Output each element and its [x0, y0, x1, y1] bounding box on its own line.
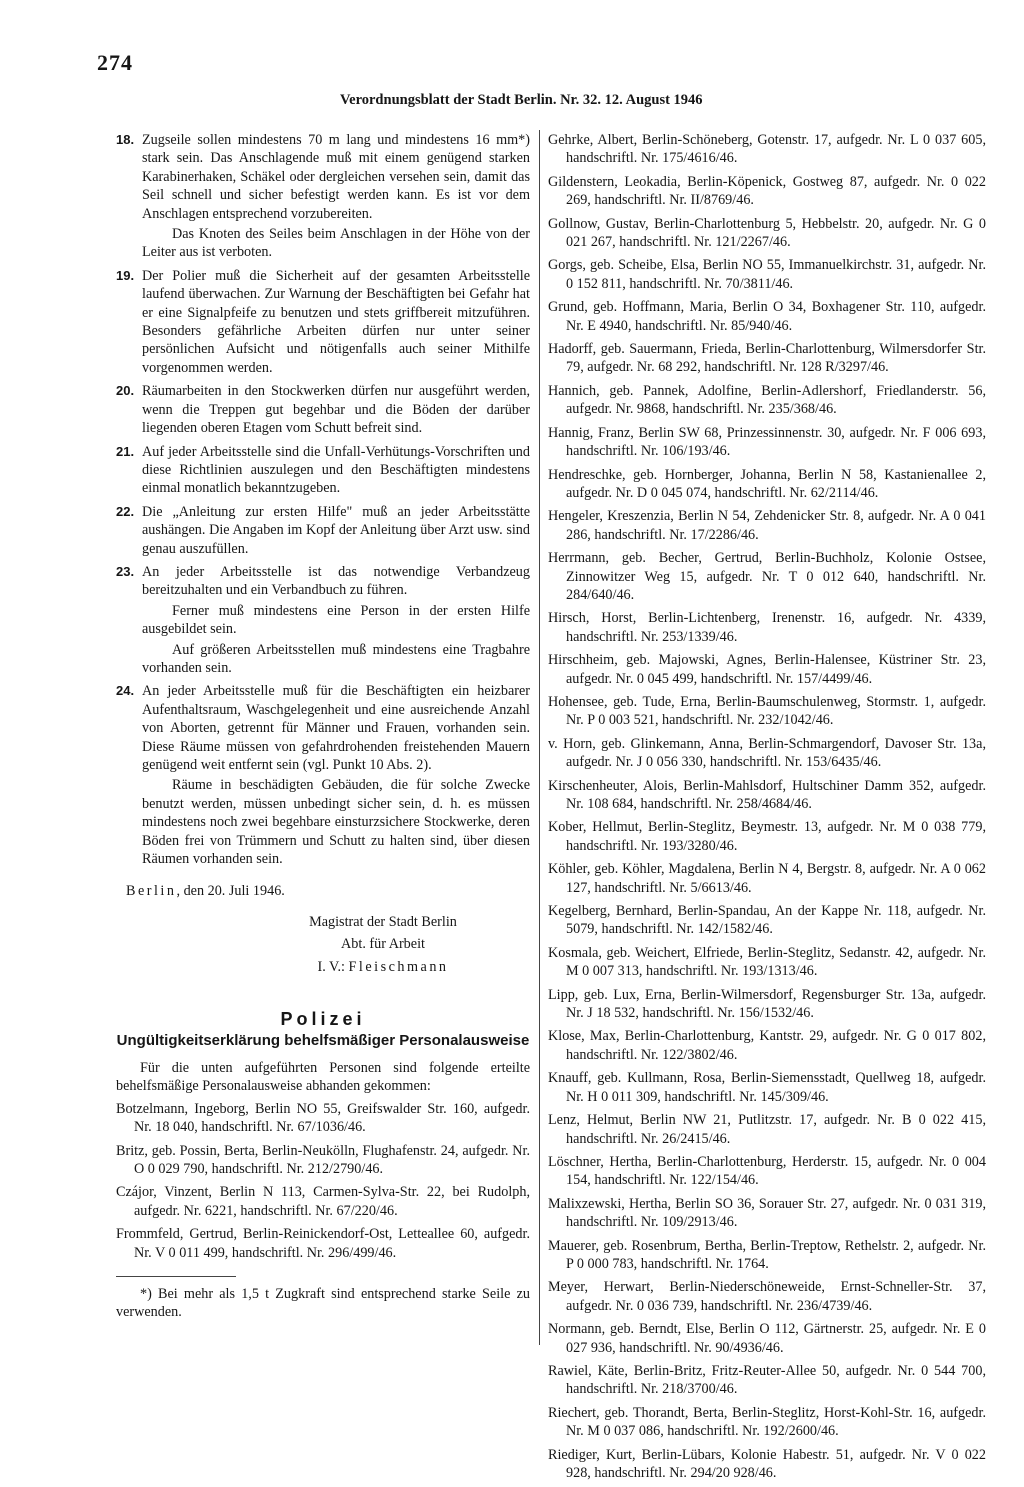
regulation-item	[116, 267, 530, 377]
signature-department: Abt. für Arbeit	[341, 936, 425, 953]
signature-block	[236, 913, 530, 976]
id-entries-left	[116, 1100, 530, 1262]
regulation-item	[116, 682, 530, 868]
item-paragraph: Zugseile sollen mindestens 70 m lang und mindestens 16 mm*) stark sein. Das Anschlagende muß mit einem genügend starken Karabinerhaken, Schäkel oder dergleichen versehen sein, damit das Seil schnell und sicher befestigt werden kann. Es ist vor dem Anschlagen entsprechend vorzubereiten.	[142, 132, 530, 222]
regulation-item	[116, 563, 530, 677]
item-number: 22.	[116, 503, 135, 519]
regulation-item	[116, 443, 530, 498]
page-number: 274	[97, 50, 133, 75]
id-entry: Meyer, Herwart, Berlin-Niederschöneweide, Ernst-Schneller-Str. 37, aufgedr. Nr. 0 036 739, handschriftl. Nr. 236/4739/46.	[548, 1279, 986, 1314]
id-entry: Kirschenheuter, Alois, Berlin-Mahlsdorf, Hultschiner Damm 352, aufgedr. Nr. 108 684, handschriftl. Nr. 258/4684/46.	[548, 777, 986, 812]
id-entry: Frommfeld, Gertrud, Berlin-Reinickendorf-Ost, Letteallee 60, aufgedr. Nr. V 0 011 499, handschriftl. Nr. 296/499/46.	[116, 1226, 530, 1261]
item-paragraph: Das Knoten des Seiles beim Anschlagen in der Höhe von der Leiter aus ist verboten.	[142, 226, 530, 261]
id-entry: Riediger, Kurt, Berlin-Lübars, Kolonie Habestr. 51, aufgedr. Nr. V 0 022 928, handschriftl. Nr. 294/20 928/46.	[548, 1446, 986, 1481]
regulation-items	[116, 131, 530, 868]
item-number: 20.	[116, 383, 135, 399]
item-paragraph: Auf jeder Arbeitsstelle sind die Unfall-Verhütungs-Vorschriften und diese Richtlinien auszulegen und den Beschäftigten mindestens einmal monatlich bekanntzugeben.	[142, 443, 530, 497]
id-entry: Malixzewski, Hertha, Berlin SO 36, Sorauer Str. 27, aufgedr. Nr. 0 031 319, handschriftl. Nr. 109/2913/46.	[548, 1195, 986, 1231]
id-entry: Hohensee, geb. Tude, Erna, Berlin-Baumschulenweg, Stormstr. 1, aufgedr. Nr. P 0 003 521, handschriftl. Nr. 232/1042/46.	[548, 693, 986, 729]
date: , den 20. Juli 1946.	[176, 883, 285, 900]
id-entry: Gehrke, Albert, Berlin-Schöneberg, Gotenstr. 17, aufgedr. Nr. L 0 037 605, handschriftl. Nr. 175/4616/46.	[548, 132, 986, 167]
id-entry: Gorgs, geb. Scheibe, Elsa, Berlin NO 55, Immanuelkirchstr. 31, aufgedr. Nr. 0 152 811, handschriftl. Nr. 70/3811/46.	[548, 257, 986, 292]
right-column	[548, 131, 986, 1487]
regulation-item	[116, 382, 530, 437]
id-entry: Kosmala, geb. Weichert, Elfriede, Berlin-Steglitz, Sedanstr. 42, aufgedr. Nr. M 0 007 313, handschriftl. Nr. 193/1313/46.	[548, 944, 986, 980]
id-entry: Kegelberg, Bernhard, Berlin-Spandau, An der Kappe Nr. 118, aufgedr. Nr. 5079, handschriftl. Nr. 142/1582/46.	[548, 903, 986, 938]
item-body	[142, 382, 530, 437]
item-number: 18.	[116, 132, 135, 147]
id-entry: v. Horn, geb. Glinkemann, Anna, Berlin-Schmargendorf, Davoser Str. 13a, aufgedr. Nr. J 0 056 330, handschriftl. Nr. 153/6435/46.	[548, 735, 986, 771]
section-intro: Für die unten aufgeführten Personen sind folgende erteilte behelfsmäßige Personalausweise abhanden gekommen:	[116, 1059, 530, 1095]
id-entry: Klose, Max, Berlin-Charlottenburg, Kantstr. 29, aufgedr. Nr. G 0 017 802, handschriftl. Nr. 122/3802/46.	[548, 1028, 986, 1063]
signature-authority: Magistrat der Stadt Berlin	[309, 913, 457, 930]
id-entry: Britz, geb. Possin, Berta, Berlin-Neukölln, Flughafenstr. 24, aufgedr. Nr. O 0 029 790, handschriftl. Nr. 212/2790/46.	[116, 1142, 530, 1177]
item-paragraph: An jeder Arbeitsstelle ist das notwendige Verbandzeug bereitzuhalten und ein Verbandbuch zu führen.	[142, 563, 530, 599]
item-body	[142, 443, 530, 498]
left-column	[116, 131, 530, 1322]
regulation-item	[116, 503, 530, 558]
item-paragraph: Die „Anleitung zur ersten Hilfe" muß an jeder Arbeitsstätte aushängen. Die Angaben im Kopf der Anleitung über Arzt usw. sind genau auszufüllen.	[142, 503, 530, 557]
id-entry: Köhler, geb. Köhler, Magdalena, Berlin N 4, Bergstr. 8, aufgedr. Nr. A 0 062 127, handschriftl. Nr. 5/6613/46.	[548, 861, 986, 896]
id-entry: Normann, geb. Berndt, Else, Berlin O 112, Gärtnerstr. 25, aufgedr. Nr. E 0 027 936, handschriftl. Nr. 90/4936/46.	[548, 1321, 986, 1356]
item-paragraph: Räumarbeiten in den Stockwerken dürfen nur ausgeführt werden, wenn die Treppen gut begehbar und die Böden der darüber liegenden oberen Etagen vom Schutt befreit sind.	[142, 383, 530, 437]
regulation-item	[116, 131, 530, 262]
id-entry: Hengeler, Kreszenzia, Berlin N 54, Zehdenicker Str. 8, aufgedr. Nr. A 0 041 286, handschriftl. Nr. 17/2286/46.	[548, 508, 986, 543]
signature-prefix: I. V.:	[317, 958, 345, 975]
id-entry: Gildenstern, Leokadia, Berlin-Köpenick, Gostweg 87, aufgedr. Nr. 0 022 269, handschriftl. Nr. II/8769/46.	[548, 173, 986, 209]
id-entry: Riechert, geb. Thorandt, Berta, Berlin-Steglitz, Horst-Kohl-Str. 16, aufgedr. Nr. M 0 037 086, handschriftl. Nr. 192/2600/46.	[548, 1404, 986, 1440]
item-number: 21.	[116, 443, 135, 459]
item-paragraph: Der Polier muß die Sicherheit auf der gesamten Arbeitsstelle laufend überwachen. Zur Warnung der Beschäftigten bei Gefahr hat er eine Signalpfeife zu benutzen und stets griffbereit mitzuführen. Besonders gefährliche Arbeiten dürfen nur unter seiner persönlichen Aufsicht und nötigenfalls auch seiner Mithilfe vorgenommen werden.	[142, 267, 530, 376]
place: Berlin	[126, 883, 177, 900]
item-body	[142, 131, 530, 262]
column-divider	[539, 130, 540, 1345]
id-entry: Lenz, Helmut, Berlin NW 21, Putlitzstr. 17, aufgedr. Nr. B 0 022 415, handschriftl. Nr. 26/2415/46.	[548, 1112, 986, 1147]
item-paragraph: Räume in beschädigten Gebäuden, die für solche Zwecke benutzt werden, müssen unbedingt sicher sein, d. h. es müssen mindestens noch zwei begehbare einsturzsichere Stockwerke, deren Böden frei von Trümmern und Schutt zu halten sind, über diesen Räumen vorhanden sein.	[142, 777, 530, 868]
section-heading: Polizei	[280, 1009, 366, 1030]
item-body	[142, 563, 530, 677]
id-entry: Hirschheim, geb. Majowski, Agnes, Berlin-Halensee, Küstriner Str. 23, aufgedr. Nr. 0 045 499, handschriftl. Nr. 157/4499/46.	[548, 652, 986, 687]
item-body	[142, 267, 530, 377]
id-entry: Knauff, geb. Kullmann, Rosa, Berlin-Siemensstadt, Quellweg 18, aufgedr. Nr. H 0 011 309, handschriftl. Nr. 145/309/46.	[548, 1070, 986, 1105]
id-entry: Hannig, Franz, Berlin SW 68, Prinzessinnenstr. 30, aufgedr. Nr. F 006 693, handschriftl. Nr. 106/193/46.	[548, 424, 986, 460]
signature-signer	[236, 958, 530, 976]
id-entry: Gollnow, Gustav, Berlin-Charlottenburg 5, Hebbelstr. 20, aufgedr. Nr. G 0 021 267, handschriftl. Nr. 121/2267/46.	[548, 215, 986, 251]
id-entry: Rawiel, Käte, Berlin-Britz, Fritz-Reuter-Allee 50, aufgedr. Nr. 0 544 700, handschriftl. Nr. 218/3700/46.	[548, 1362, 986, 1398]
item-number: 24.	[116, 683, 135, 699]
id-entry: Hendreschke, geb. Hornberger, Johanna, Berlin N 58, Kastanienallee 2, aufgedr. Nr. D 0 045 074, handschriftl. Nr. 62/2114/46.	[548, 466, 986, 501]
id-entry: Lipp, geb. Lux, Erna, Berlin-Wilmersdorf, Regensburger Str. 13a, aufgedr. Nr. J 18 532, handschriftl. Nr. 156/1532/46.	[548, 986, 986, 1022]
id-entry: Grund, geb. Hoffmann, Maria, Berlin O 34, Boxhagener Str. 110, aufgedr. Nr. E 4940, handschriftl. Nr. 85/940/46.	[548, 299, 986, 334]
id-entry: Löschner, Hertha, Berlin-Charlottenburg, Herderstr. 15, aufgedr. Nr. 0 004 154, handschriftl. Nr. 122/154/46.	[548, 1153, 986, 1189]
id-entry: Hannich, geb. Pannek, Adolfine, Berlin-Adlershorf, Friedlanderstr. 56, aufgedr. Nr. 9868, handschriftl. Nr. 235/368/46.	[548, 382, 986, 418]
id-entry: Hadorff, geb. Sauermann, Frieda, Berlin-Charlottenburg, Wilmersdorfer Str. 79, aufgedr. Nr. 68 292, handschriftl. Nr. 128 R/3297/46.	[548, 341, 986, 376]
id-entry: Czájor, Vinzent, Berlin N 113, Carmen-Sylva-Str. 22, bei Rudolph, aufgedr. Nr. 6221, handschriftl. Nr. 67/220/46.	[116, 1184, 530, 1219]
item-paragraph: An jeder Arbeitsstelle muß für die Beschäftigten ein heizbarer Aufenthaltsraum, Waschgelegenheit und eine ausreichende Anzahl von Aborten, getrennt für Männer und Frauen, vorhanden sein. Diese Räume müssen von gefahrdrohenden freistehenden Mauern genügend weit entfernt sein (vgl. Punkt 10 Abs. 2).	[142, 683, 530, 773]
id-entry: Herrmann, geb. Becher, Gertrud, Berlin-Buchholz, Kolonie Ostsee, Zinnowitzer Weg 15, aufgedr. Nr. T 0 012 640, handschriftl. Nr. 284/640/46.	[548, 550, 986, 603]
item-body	[142, 503, 530, 558]
id-entry: Hirsch, Horst, Berlin-Lichtenberg, Irenenstr. 16, aufgedr. Nr. 4339, handschriftl. Nr. 253/1339/46.	[548, 610, 986, 645]
item-paragraph: Auf größeren Arbeitsstellen muß mindestens eine Tragbahre vorhanden sein.	[142, 641, 530, 676]
place-date	[126, 882, 530, 900]
id-entry: Mauerer, geb. Rosenbrum, Bertha, Berlin-Treptow, Rethelstr. 2, aufgedr. Nr. P 0 000 783, handschriftl. Nr. 1764.	[548, 1237, 986, 1272]
id-entries-right	[548, 131, 986, 1482]
id-entry: Kober, Hellmut, Berlin-Steglitz, Beymestr. 13, aufgedr. Nr. M 0 038 779, handschriftl. Nr. 193/3280/46.	[548, 819, 986, 854]
id-entry: Botzelmann, Ingeborg, Berlin NO 55, Greifswalder Str. 160, aufgedr. Nr. 18 040, handschriftl. Nr. 67/1036/46.	[116, 1100, 530, 1136]
footnote: *) Bei mehr als 1,5 t Zugkraft sind entsprechend starke Seile zu verwenden.	[116, 1285, 530, 1321]
item-body	[142, 682, 530, 868]
footnote-rule	[116, 1276, 236, 1277]
item-paragraph: Ferner muß mindestens eine Person in der ersten Hilfe ausgebildet sein.	[142, 602, 530, 638]
signature-name: Fleischmann	[348, 958, 449, 975]
running-head: Verordnungsblatt der Stadt Berlin. Nr. 32. 12. August 1946	[340, 92, 703, 108]
section-subheading: Ungültigkeitserklärung behelfsmäßiger Personalausweise	[116, 1032, 530, 1050]
item-number: 19.	[116, 267, 135, 283]
item-number: 23.	[116, 563, 135, 579]
